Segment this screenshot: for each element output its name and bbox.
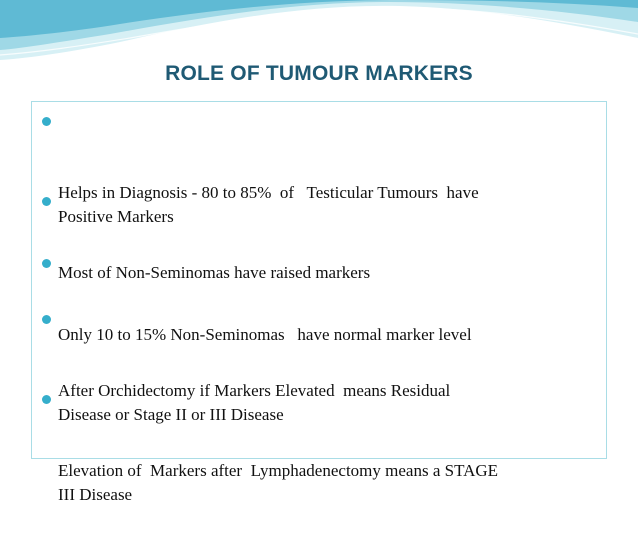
bullet-text: Only 10 to 15% Non-Seminomas have normal marker level (58, 325, 472, 344)
bullet-text: After Orchidectomy if Markers Elevated means Residual Disease or Stage II or III Disease (58, 381, 451, 424)
bullet-text: Elevation of Markers after Lymphadenectomy means a STAGE III Disease (58, 461, 499, 504)
bullet-text: Most of Non-Seminomas have raised markers (58, 263, 371, 282)
bullet-dot-icon (42, 315, 51, 324)
bullet-dot-icon (42, 117, 51, 126)
bullet-dot-icon (42, 259, 51, 268)
bullet-dot-icon (42, 197, 51, 206)
bullet-item (42, 387, 592, 555)
bullet-dot-icon (42, 395, 51, 404)
content-box (31, 101, 607, 504)
slide-title: ROLE OF TUMOUR MARKERS (165, 62, 473, 85)
bullet-text: Helps in Diagnosis - 80 to 85% of Testicular Tumours have Positive Markers (58, 183, 479, 226)
